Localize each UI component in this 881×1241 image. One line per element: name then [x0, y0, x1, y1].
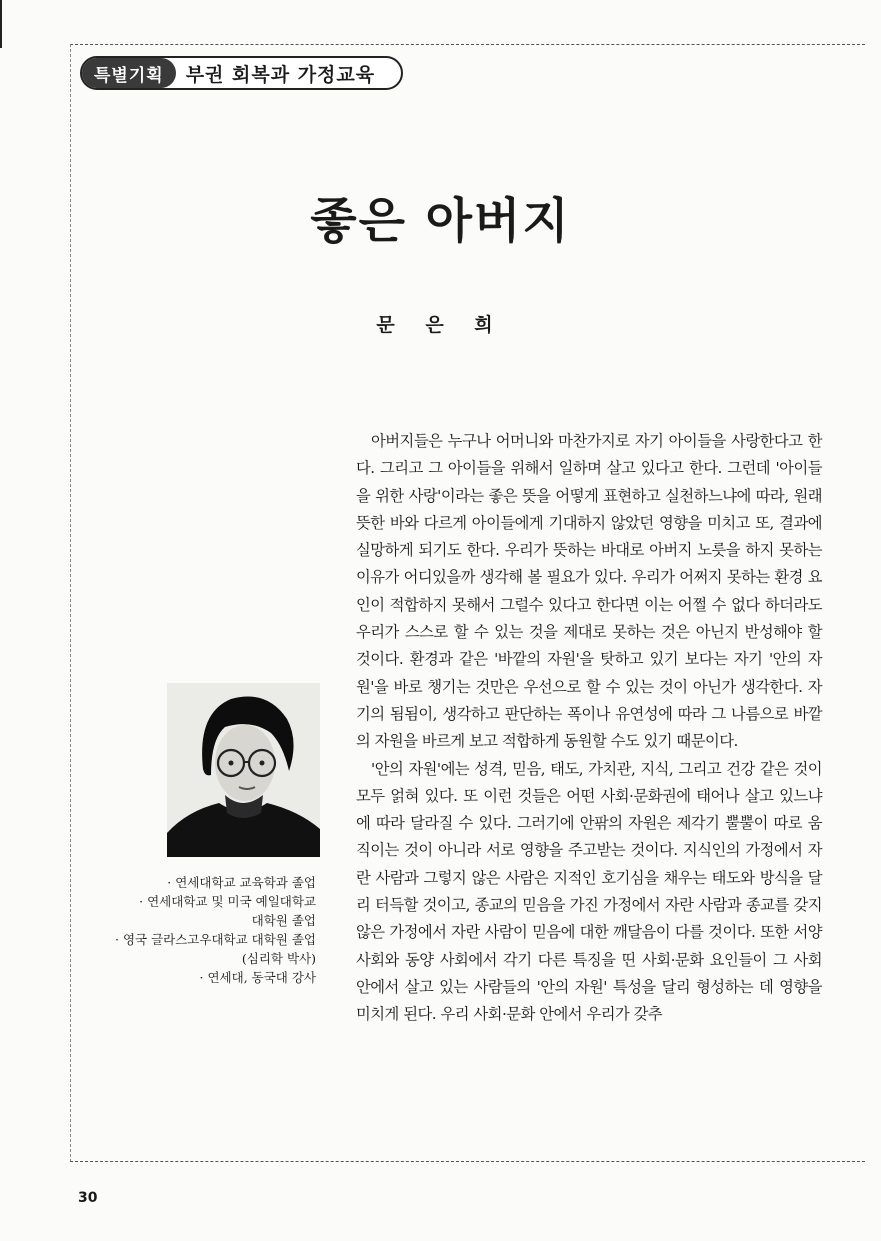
author-portrait-icon [167, 683, 320, 857]
frame-top-rule [70, 44, 865, 45]
author-bio [70, 873, 316, 987]
series-banner [80, 56, 403, 90]
special-feature-badge: 특별기획 [82, 58, 176, 88]
body-paragraph: 아버지들은 누구나 어머니와 마찬가지로 자기 아이들을 사랑한다고 한다. 그리고 그 아이들을 위해서 일하며 살고 있다고 한다. 그런데 '아이들을 위한 사랑'이라는 좋은 뜻을 어떻게 표현하고 실천하느냐에 따라, 원래 뜻한 바와 다르게 아이들에게 기대하지 않았던 영향을 미치고 또, 결과에 실망하게 되기도 한다. 우리가 뜻하는 바대로 아버지 노릇을 하지 못하는 이유가 어디있을까 생각해 볼 필요가 있다. 우리가 어쩌지 못하는 환경 요인이 적합하지 못해서 그럴수 있다고 한다면 이는 어쩔 수 없다 하더라도 우리가 스스로 할 수 있는 것을 제대로 못하는 것은 아닌지 반성해야 할 것이다. 환경과 같은 '바깥의 자원'을 탓하고 있기 보다는 자기 '안의 자원'을 바로 챙기는 것만은 우선으로 할 수 있는 것이 아닌가 생각한다. 자기의 됨됨이, 생각하고 판단하는 폭이나 유연성에 따라 그 나름으로 바깥의 자원을 바르게 보고 적합하게 동원할 수도 있기 때문이다. [356, 432, 822, 751]
article-author: 문 은 희 [376, 314, 505, 336]
page-number: 30 [78, 1190, 98, 1206]
frame-bottom-rule [70, 1161, 865, 1162]
article-body [356, 428, 822, 1029]
author-photo [167, 683, 320, 857]
page-edge-mark [0, 0, 2, 48]
bio-line: 대학원 졸업 [251, 913, 316, 928]
bio-line: (심리학 박사) [241, 951, 316, 966]
bio-line: · 연세대, 동국대 강사 [199, 970, 316, 985]
body-paragraph: '안의 자원'에는 성격, 믿음, 태도, 가치관, 지식, 그리고 건강 같은 것이 모두 얽혀 있다. 또 이런 것들은 어떤 사회·문화권에 태어나 살고 있느냐에 따라 달라질 수 있다. 그러기에 안팎의 자원은 제각기 뿔뿔이 따로 움직이는 것이 아니라 서로 영향을 주고받는 것이다. 지식인의 가정에서 자란 사람과 그렇지 않은 사람은 지적인 호기심을 채우는 태도와 방식을 달리 터득할 것이고, 종교의 믿음을 가진 가정에서 자란 사람과 종교를 갖지 않은 가정에서 자란 사람이 믿음에 대한 깨달음이 다를 것이다. 또한 서양 사회와 동양 사회에서 각기 다른 특징을 띤 사회·문화 요인들이 그 사회 안에서 살고 있는 사람들의 '안의 자원' 특성을 달리 형성하는 데 영향을 미치게 된다. 우리 사회·문화 안에서 우리가 갖추 [356, 759, 822, 1024]
series-title: 부권 회복과 가정교육 [185, 63, 376, 86]
bio-line: · 연세대학교 교육학과 졸업 [167, 875, 316, 890]
article-title: 좋은 아버지 [310, 193, 571, 249]
bio-line: · 연세대학교 및 미국 예일대학교 [139, 894, 316, 909]
bio-line: · 영국 글라스고우대학교 대학원 졸업 [115, 932, 316, 947]
